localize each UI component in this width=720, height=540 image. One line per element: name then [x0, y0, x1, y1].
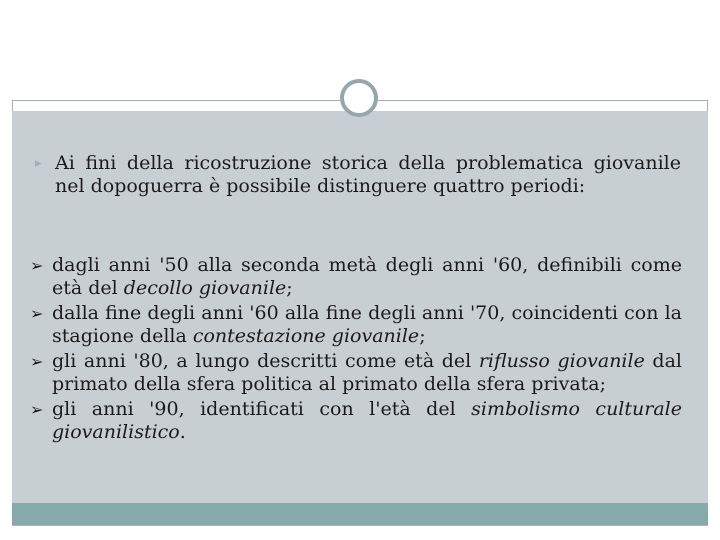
list-item [30, 398, 682, 444]
footer-bar [12, 503, 708, 525]
bullet-italic: contestazione giovanile [192, 325, 420, 347]
bullet-suffix: ; [286, 277, 293, 299]
bullet-text: gli anni '90, identificati con l'età del [52, 398, 472, 420]
bullet-italic: simbolismo culturale giovanilistico [52, 398, 682, 443]
bullet-text: dalla fine degli anni '60 alla fine degli anni '70, coincidenti con la stagione della [52, 302, 682, 347]
bullet-suffix: ; [419, 325, 426, 347]
bullet-italic: riflusso giovanile [478, 350, 645, 372]
bullet-suffix: dal primato della sfera politica al primato della sfera privata; [52, 350, 682, 395]
intro-paragraph: Ai fini della ricostruzione storica della problematica giovanile nel dopoguerra è possibile distinguere quattro periodi: [55, 152, 681, 197]
triangle-marker-icon: ▸ [35, 156, 42, 171]
ring-icon [340, 79, 378, 117]
list-item [30, 254, 682, 300]
list-item [30, 302, 682, 348]
bullet-suffix: . [179, 421, 186, 443]
arrow-check-icon: ➢ [30, 352, 44, 371]
bullet-text: gli anni '80, a lungo descritti come età del [52, 350, 479, 372]
arrow-check-icon: ➢ [30, 256, 44, 275]
period-list [30, 254, 682, 446]
list-item [30, 350, 682, 396]
bullet-italic: decollo giovanile [123, 277, 287, 299]
bullet-text: dagli anni '50 alla seconda metà degli anni '60, definibili come età del [52, 254, 682, 299]
arrow-check-icon: ➢ [30, 304, 44, 323]
arrow-check-icon: ➢ [30, 400, 44, 419]
